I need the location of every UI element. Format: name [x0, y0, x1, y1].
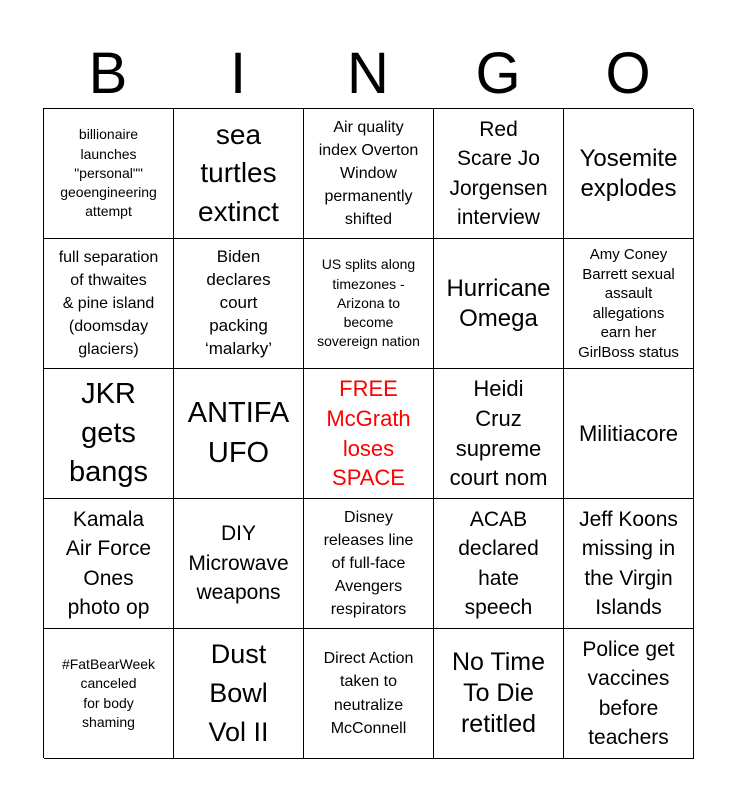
bingo-free-space[interactable]: FREE McGrath loses SPACE: [304, 369, 434, 499]
bingo-cell-r3-c1[interactable]: JKR gets bangs: [44, 369, 174, 499]
bingo-card-grid: [43, 108, 693, 758]
bingo-cell-r5-c5[interactable]: Police get vaccines before teachers: [564, 629, 694, 759]
bingo-cell-r2-c1[interactable]: full separation of thwaites & pine island (doomsday glaciers): [44, 239, 174, 369]
bingo-cell-r2-c4[interactable]: Hurricane Omega: [434, 239, 564, 369]
bingo-cell-r4-c4[interactable]: ACAB declared hate speech: [434, 499, 564, 629]
bingo-cell-r2-c5[interactable]: Amy Coney Barrett sexual assault allegations earn her GirlBoss status: [564, 239, 694, 369]
bingo-cell-r1-c2[interactable]: sea turtles extinct: [174, 109, 304, 239]
bingo-cell-r4-c3[interactable]: Disney releases line of full-face Avengers respirators: [304, 499, 434, 629]
header-letter-n: N: [347, 41, 389, 106]
bingo-cell-r1-c4[interactable]: Red Scare Jo Jorgensen interview: [434, 109, 564, 239]
header-letter-g: G: [475, 41, 521, 106]
header-letter-o: O: [605, 41, 651, 106]
bingo-cell-r3-c4[interactable]: Heidi Cruz supreme court nom: [434, 369, 564, 499]
header-letter-b: B: [88, 41, 128, 106]
bingo-cell-r5-c3[interactable]: Direct Action taken to neutralize McConnell: [304, 629, 434, 759]
bingo-cell-r1-c1[interactable]: billionaire launches "personal"" geoengineering attempt: [44, 109, 174, 239]
bingo-cell-r4-c1[interactable]: Kamala Air Force Ones photo op: [44, 499, 174, 629]
bingo-cell-r4-c2[interactable]: DIY Microwave weapons: [174, 499, 304, 629]
header-letter-i: I: [229, 41, 247, 106]
bingo-cell-r3-c2[interactable]: ANTIFA UFO: [174, 369, 304, 499]
bingo-cell-r2-c2[interactable]: Biden declares court packing ‘malarky’: [174, 239, 304, 369]
bingo-cell-r4-c5[interactable]: Jeff Koons missing in the Virgin Islands: [564, 499, 694, 629]
bingo-cell-r3-c5[interactable]: Militiacore: [564, 369, 694, 499]
bingo-header: [43, 40, 693, 108]
bingo-cell-r1-c5[interactable]: Yosemite explodes: [564, 109, 694, 239]
bingo-cell-r1-c3[interactable]: Air quality index Overton Window permanently shifted: [304, 109, 434, 239]
bingo-cell-r2-c3[interactable]: US splits along timezones - Arizona to become sovereign nation: [304, 239, 434, 369]
bingo-cell-r5-c2[interactable]: Dust Bowl Vol II: [174, 629, 304, 759]
bingo-cell-r5-c4[interactable]: No Time To Die retitled: [434, 629, 564, 759]
bingo-cell-r5-c1[interactable]: #FatBearWeek canceled for body shaming: [44, 629, 174, 759]
